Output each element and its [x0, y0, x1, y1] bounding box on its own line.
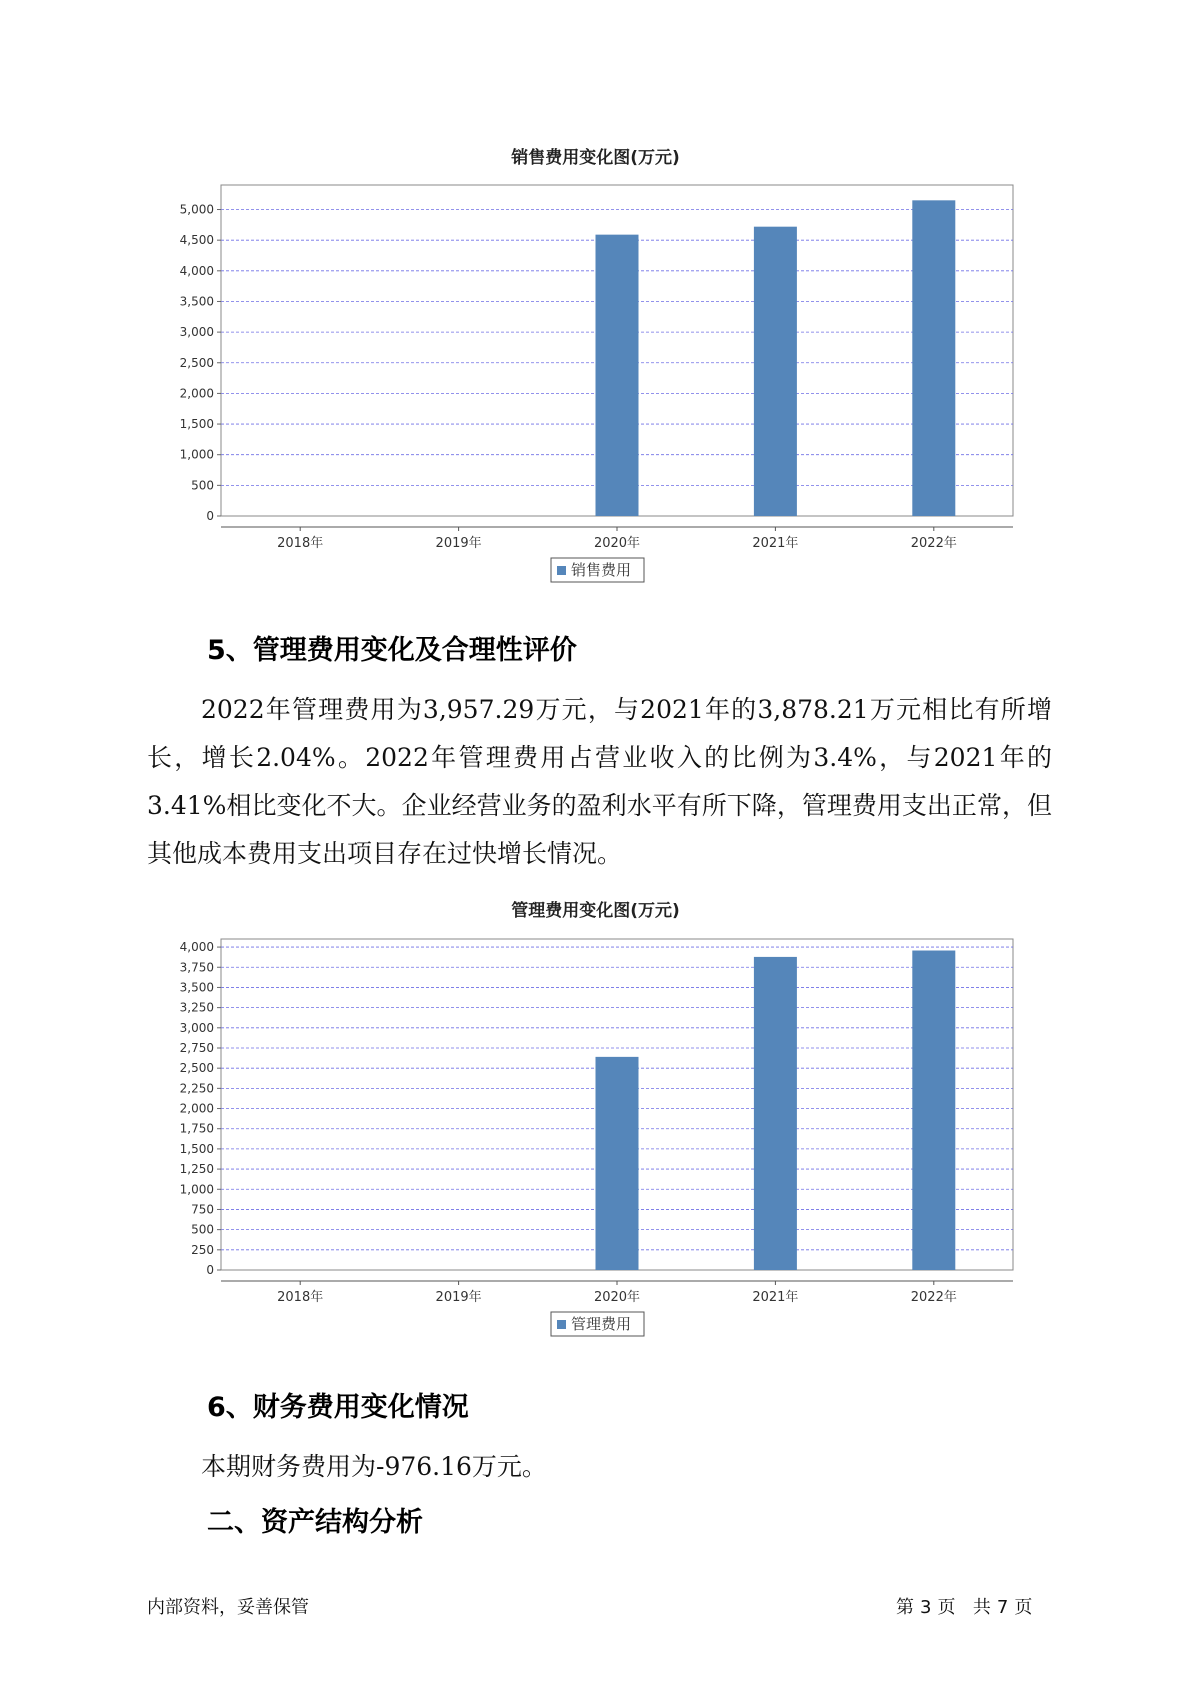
y-tick-label: 3,000 — [179, 325, 214, 340]
bar — [596, 1057, 639, 1270]
page-current: 3 — [920, 1597, 932, 1618]
x-tick-label: 2022年 — [910, 536, 957, 551]
y-tick-label: 2,750 — [179, 1040, 214, 1055]
y-tick-label: 1,750 — [179, 1121, 214, 1136]
page-number — [896, 1593, 1038, 1619]
legend-label: 销售费用 — [571, 561, 632, 579]
y-tick-label: 500 — [191, 478, 214, 493]
bar — [754, 957, 797, 1270]
y-tick-label: 0 — [206, 1263, 214, 1277]
x-tick-label: 2018年 — [277, 1290, 324, 1305]
x-tick-label: 2021年 — [752, 536, 799, 551]
x-tick-label: 2018年 — [277, 536, 324, 551]
y-tick-label: 4,500 — [179, 233, 214, 248]
asset-structure-heading: 二、资产结构分析 — [207, 1507, 423, 1538]
page-unit: 页 — [937, 1597, 956, 1618]
section-5-heading: 5、管理费用变化及合理性评价 — [207, 635, 577, 666]
bar — [912, 951, 955, 1270]
x-tick-label: 2019年 — [435, 1290, 482, 1305]
y-tick-label: 1,250 — [179, 1162, 214, 1177]
sales-chart-title: 销售费用变化图(万元) — [511, 148, 680, 168]
y-tick-label: 1,000 — [179, 447, 214, 462]
x-tick-label: 2019年 — [435, 536, 482, 551]
legend-swatch — [557, 1320, 566, 1329]
y-tick-label: 3,500 — [179, 294, 214, 309]
section-6-text: 本期财务费用为-976.16万元。 — [201, 1452, 547, 1481]
x-tick-label: 2020年 — [593, 536, 641, 551]
legend-label: 管理费用 — [571, 1315, 632, 1333]
y-tick-label: 250 — [191, 1242, 214, 1257]
page-total-prefix: 共 — [972, 1597, 991, 1618]
confidentiality-note: 内部资料，妥善保管 — [147, 1597, 309, 1618]
y-tick-label: 500 — [191, 1222, 214, 1237]
y-tick-label: 2,250 — [179, 1081, 214, 1096]
y-tick-label: 2,500 — [179, 1061, 214, 1076]
admin-chart-title: 管理费用变化图(万元) — [511, 901, 680, 921]
y-tick-label: 2,500 — [179, 355, 214, 370]
page-total: 7 — [996, 1597, 1009, 1618]
y-tick-label: 5,000 — [179, 202, 214, 217]
page-prefix: 第 — [896, 1597, 914, 1618]
section-6-heading: 6、财务费用变化情况 — [207, 1392, 469, 1423]
y-tick-label: 1,500 — [179, 1141, 214, 1156]
y-tick-label: 750 — [191, 1202, 214, 1217]
section-5-paragraph: 2022年管理费用为3,957.29万元，与2021年的3,878.21万元相比有所增长，增长2.04%。2022年管理费用占营业收入的比例为3.4%，与2021年的3.41%相比变化不大。企业经营业务的盈利水平有所下降，管理费用支出正常，但其他成本费用支出项目存在过快增长情况。 — [147, 695, 1052, 868]
y-tick-label: 3,750 — [179, 960, 214, 975]
x-tick-label: 2020年 — [593, 1290, 641, 1305]
y-tick-label: 3,000 — [179, 1020, 214, 1035]
x-tick-label: 2022年 — [910, 1290, 957, 1305]
y-tick-label: 4,000 — [179, 263, 214, 278]
page-total-unit: 页 — [1014, 1597, 1033, 1618]
x-tick-label: 2021年 — [752, 1290, 799, 1305]
y-tick-label: 3,250 — [179, 1000, 214, 1015]
y-tick-label: 4,000 — [179, 940, 214, 955]
y-tick-label: 0 — [206, 509, 214, 523]
y-tick-label: 1,500 — [179, 417, 214, 432]
y-tick-label: 2,000 — [179, 1101, 214, 1116]
y-tick-label: 3,500 — [179, 980, 214, 995]
y-tick-label: 1,000 — [179, 1182, 214, 1197]
y-tick-label: 2,000 — [179, 386, 214, 401]
